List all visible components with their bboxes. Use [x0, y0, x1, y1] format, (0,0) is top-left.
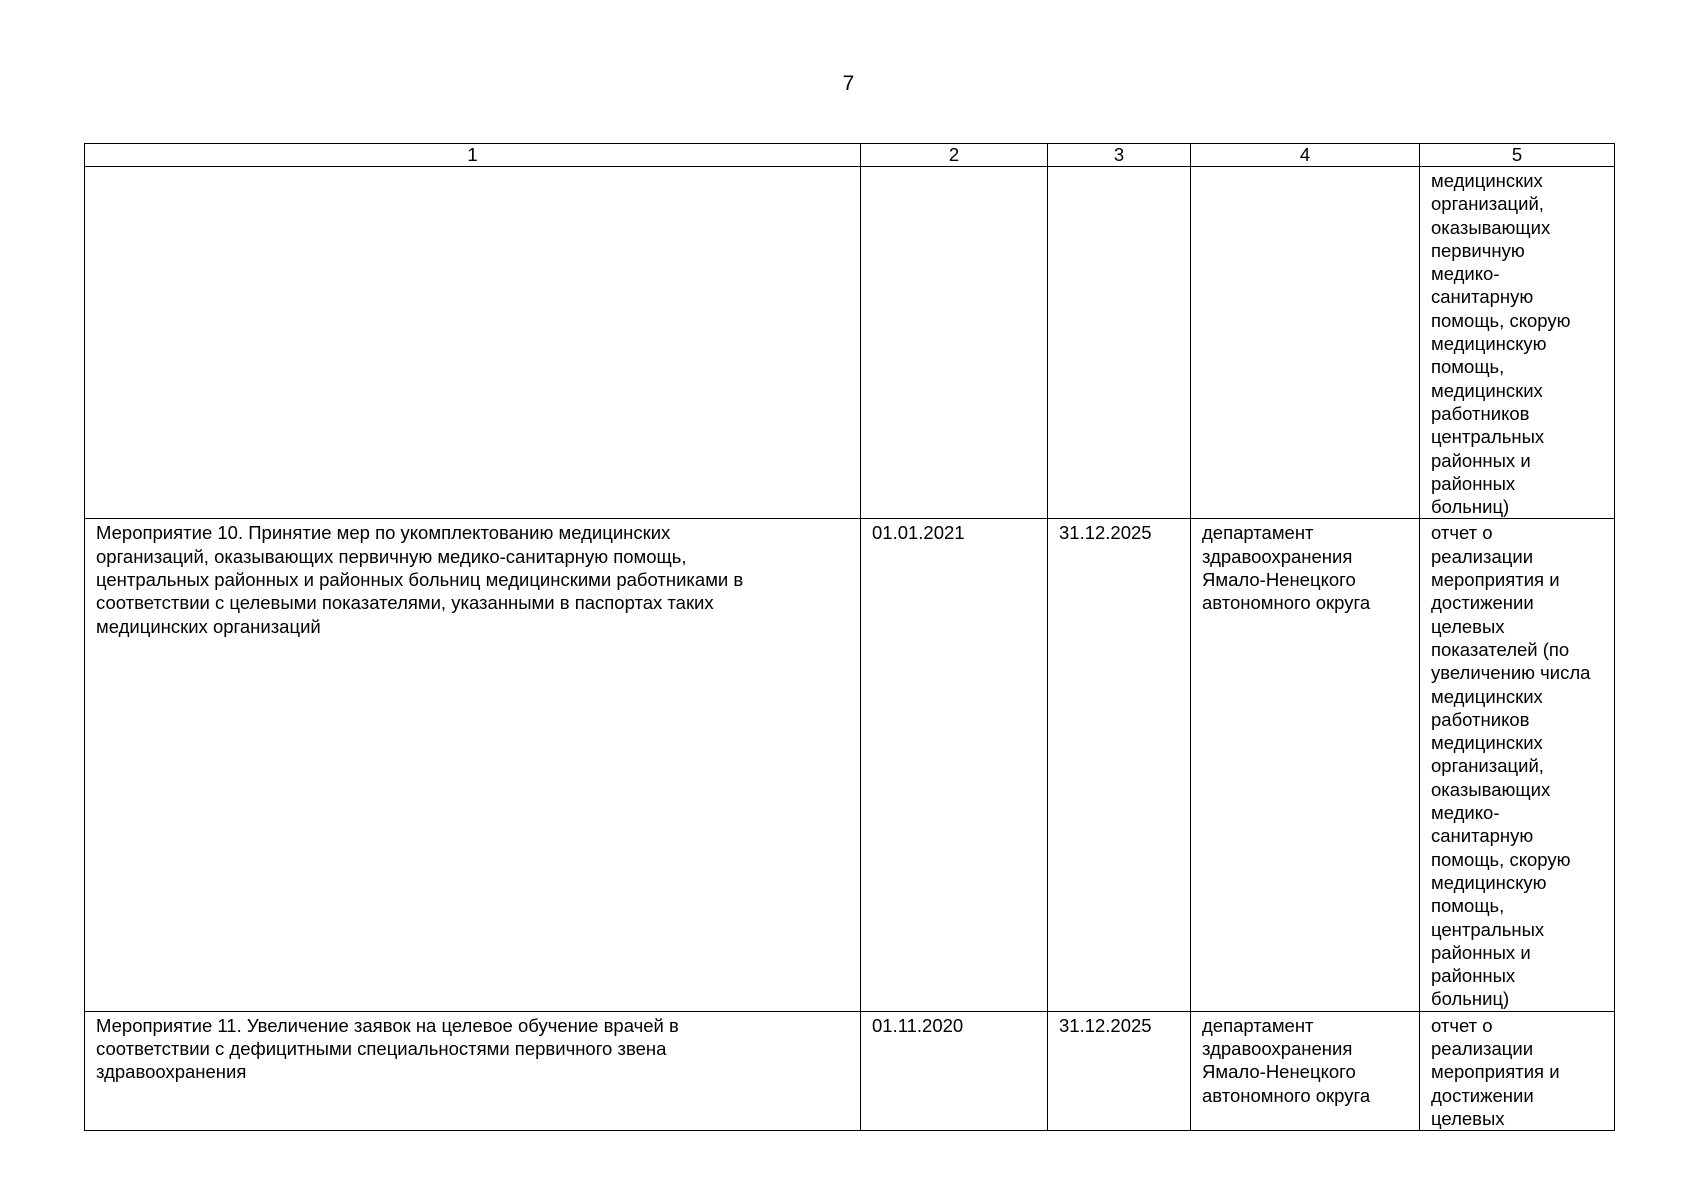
- cell-start-date: 01.01.2021: [861, 519, 1048, 1011]
- table-row: [85, 519, 1615, 1011]
- cell-end-date: 31.12.2025: [1048, 1011, 1191, 1130]
- cell-result: отчет о реализации мероприятия и достижении целевых показателей (по увеличению числа медицинских работников медицинских организаций, оказывающих медико- санитарную помощь, скорую медицинскую помощь, центральных районных и районных больниц): [1420, 519, 1615, 1011]
- table-header-row: [85, 144, 1615, 167]
- column-header-3: 3: [1048, 144, 1191, 167]
- column-header-4: 4: [1191, 144, 1420, 167]
- column-header-2: 2: [861, 144, 1048, 167]
- cell-start-date: 01.11.2020: [861, 1011, 1048, 1130]
- cell-result: медицинских организаций, оказывающих первичную медико- санитарную помощь, скорую медицинскую помощь, медицинских работников центральных районных и районных больниц): [1420, 167, 1615, 519]
- table-row: [85, 1011, 1615, 1130]
- cell-end-date: 31.12.2025: [1048, 519, 1191, 1011]
- cell-executor: департамент здравоохранения Ямало-Ненецкого автономного округа: [1191, 1011, 1420, 1130]
- table-row-continuation: [85, 167, 1615, 519]
- cell-executor: департамент здравоохранения Ямало-Ненецкого автономного округа: [1191, 519, 1420, 1011]
- column-header-1: 1: [85, 144, 861, 167]
- cell-result: отчет о реализации мероприятия и достижении целевых: [1420, 1011, 1615, 1130]
- cell-measure-name: [85, 167, 861, 519]
- column-header-5: 5: [1420, 144, 1615, 167]
- cell-start-date: [861, 167, 1048, 519]
- cell-executor: [1191, 167, 1420, 519]
- page-number: 7: [842, 72, 855, 95]
- cell-measure-name: Мероприятие 10. Принятие мер по укомплектованию медицинских организаций, оказывающих первичную медико-санитарную помощь, центральных районных и районных больниц медицинскими работниками в соответствии с целевыми показателями, указанными в паспортах таких медицинских организаций: [85, 519, 861, 1011]
- cell-end-date: [1048, 167, 1191, 519]
- cell-measure-name: Мероприятие 11. Увеличение заявок на целевое обучение врачей в соответствии с дефицитными специальностями первичного звена здравоохранения: [85, 1011, 861, 1130]
- measures-table: [84, 143, 1615, 1131]
